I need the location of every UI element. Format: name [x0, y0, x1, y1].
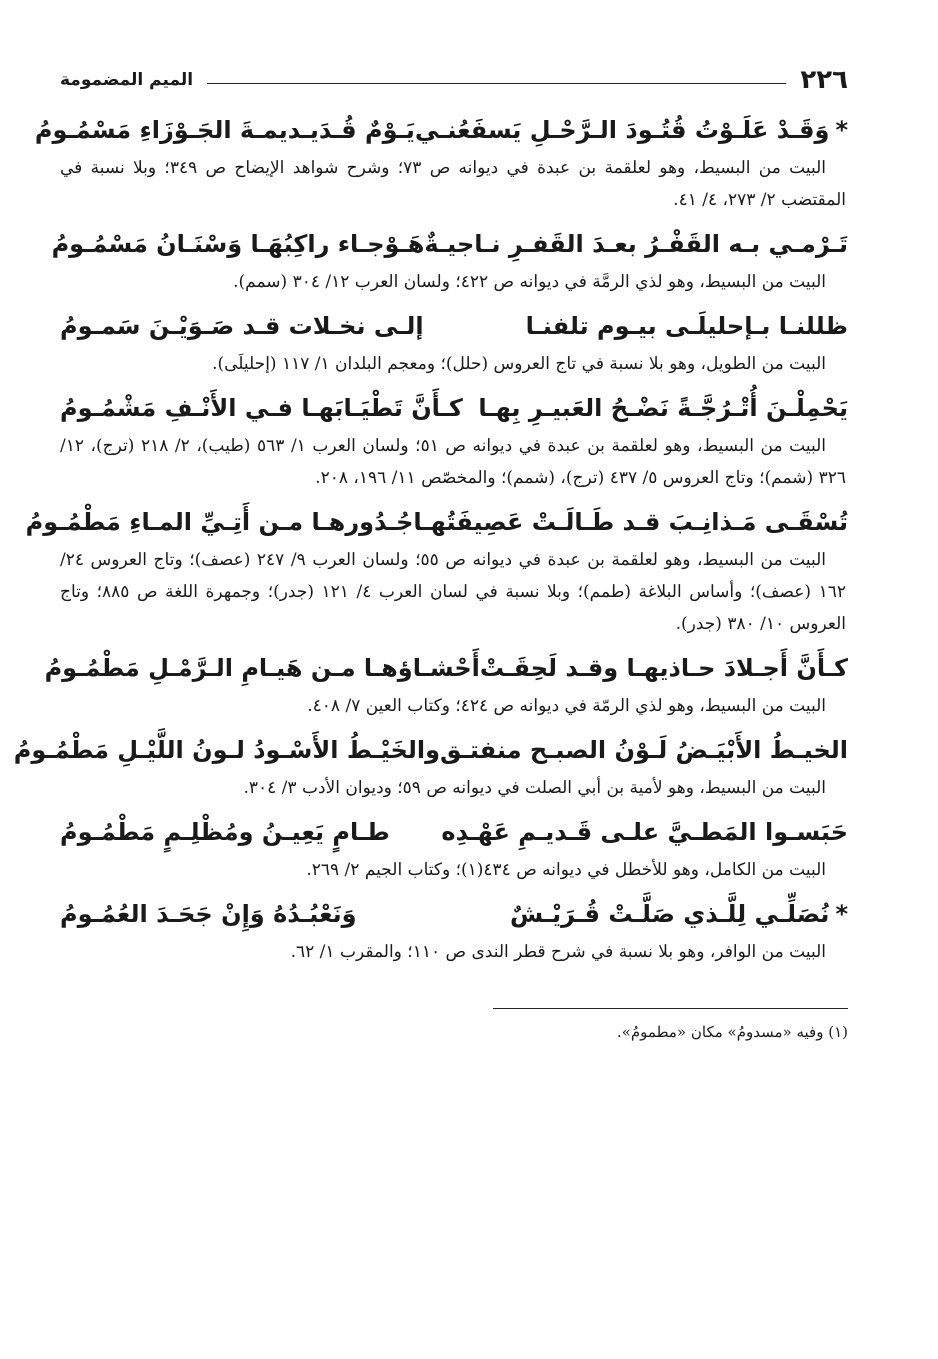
first-hemistich: ظللنـا بـإحليلَـى بيـوم تلفنـا	[525, 312, 848, 340]
second-hemistich: يَـوْمٌ قُـدَيـديمـةَ الجَـوْزَاءِ مَسْمُـومُ	[34, 116, 415, 144]
verse-entry	[34, 108, 848, 216]
second-hemistich: جُـدُورهـا مـن أَتِـيِّ المـاءِ مَطْمُـومُ	[25, 508, 414, 536]
verse-entry	[60, 304, 848, 380]
verse-entry	[44, 646, 848, 722]
verse-entry	[25, 500, 848, 640]
first-hemistich-text: وَقَـدْ عَلَـوْتُ قُتُـودَ الـرَّحْـلِ يَسفَعُنـي	[414, 116, 830, 144]
second-hemistich: والخَيْـطُ الأَسْـودُ لـونُ اللَّيْـلِ مَطْمُـومُ	[13, 736, 440, 764]
verse-entry	[13, 728, 848, 804]
verse-entry	[60, 810, 848, 886]
attribution-note: البيت من البسيط، وهو لعلقمة بن عبدة في ديوانه ص ٥٥؛ ولسان العرب ٩/ ٢٤٧ (عصف)؛ وتاج العروس ٢٤/ ١٦٢ (عصف)؛ وأساس البلاغة (طمم)؛ وبلا نسبة في لسان العرب ٤/ ١٢١ (جدر)؛ وجمهرة اللغة ص ٨٨٥؛ وتاج العروس ١٠/ ٣٨٠ (جدر).	[60, 550, 846, 634]
second-hemistich: طـامٍ يَعِيـنُ ومُظْلِـمٍ مَطْمُـومُ	[60, 818, 390, 846]
first-hemistich	[415, 108, 848, 152]
attribution-note: البيت من الوافر، وهو بلا نسبة في شرح قطر الندى ص ١١٠؛ والمقرب ١/ ٦٢.	[290, 942, 826, 962]
attribution-note: البيت من البسيط، وهو لذي الرمَّة في ديوانه ص ٤٢٢؛ ولسان العرب ١٢/ ٣٠٤ (سمم).	[233, 272, 826, 292]
verse-entries	[13, 108, 848, 968]
second-hemistich: وَنَعْبُـدُهُ وَإِنْ جَحَـدَ العُمُـومُ	[60, 900, 357, 928]
verse-entry	[51, 222, 848, 298]
first-hemistich: تُسْقَـى مَـذانِـبَ قـد طَـالَـتْ عَصِيفَتُهـا	[413, 508, 848, 536]
verse-line	[34, 108, 848, 152]
verse-entry	[60, 386, 848, 494]
footnote: (١) وفيه «مسدومُ» مكان «مطمومُ».	[616, 1023, 848, 1041]
second-hemistich: كـأَنَّ تَطْيَـابَهـا فـي الأَنْـفِ مَشْمُـومُ	[60, 394, 463, 422]
page-header	[60, 62, 848, 98]
first-hemistich: حَبَسـوا المَطـيَّ علـى قَـديـمِ عَهْـدِه	[441, 818, 848, 846]
attribution-note: البيت من البسيط، وهو لأمية بن أبي الصلت في ديوانه ص ٥٩؛ وديوان الأدب ٣/ ٣٠٤.	[243, 778, 826, 798]
verse-line	[44, 646, 848, 690]
verse-line	[25, 500, 848, 544]
first-hemistich: كـأَنَّ أَجـلادَ حـاذيهـا وقـد لَحِقَـتْ	[479, 654, 848, 682]
verse-line	[13, 728, 848, 772]
first-hemistich	[510, 892, 848, 936]
second-hemistich: أَحْشـاؤهـا مـن هَيـامِ الـرَّمْـلِ مَطْمُـومُ	[44, 654, 480, 682]
verse-line	[51, 222, 848, 266]
attribution-note: البيت من الطويل، وهو بلا نسبة في تاج العروس (حلل)؛ ومعجم البلدان ١/ ١١٧ (إحليلَى).	[212, 354, 826, 374]
verse-line	[60, 892, 848, 936]
verse-entry	[60, 892, 848, 968]
running-title: الميم المضمومة	[60, 70, 194, 90]
verse-line	[60, 386, 848, 430]
first-hemistich: تَـرْمـي بـه القَفْـرُ بعـدَ القَفـرِ نـاجيـةٌ	[424, 230, 848, 258]
attribution-note: البيت من البسيط، وهو لذي الرمّة في ديوانه ص ٤٢٤؛ وكتاب العين ٧/ ٤٠٨.	[307, 696, 826, 716]
header-rule	[207, 83, 786, 84]
verse-line	[60, 304, 848, 348]
page-number: ٢٢٦	[800, 65, 848, 95]
verse-line	[60, 810, 848, 854]
star-marker: *	[835, 116, 848, 144]
attribution-note: البيت من البسيط، وهو لعلقمة بن عبدة في ديوانه ص ٥١؛ ولسان العرب ١/ ٥٦٣ (طيب)، ٢/ ٢١٨ (ترج)، ١٢/ ٣٢٦ (شمم)؛ وتاج العروس ٥/ ٤٣٧ (ترج)، (شمم)؛ والمخصّص ١١/ ١٩٦، ٢٠٨.	[60, 436, 846, 488]
attribution-note: البيت من الكامل، وهو للأخطل في ديوانه ص ٤٣٤(١)؛ وكتاب الجيم ٢/ ٢٦٩.	[306, 860, 826, 880]
second-hemistich: هَـوْجـاء راكِبُهَـا وَسْنَـانُ مَسْمُـومُ	[51, 230, 425, 258]
first-hemistich: الخيـطُ الأَبْيَـضُ لَـوْنُ الصبـح منفتـق	[440, 736, 848, 764]
second-hemistich: إلـى نخـلات قـد صَـوَيْـنَ سَمـومُ	[60, 312, 424, 340]
first-hemistich-text: نُصَلِّـي لِلَّـذي صَلَّـتْ قُـرَيْـشٌ	[509, 900, 830, 928]
first-hemistich: يَحْمِلْـنَ أُتْـرُجَّـةً نَضْـحُ العَبيـرِ بِهـا	[478, 394, 848, 422]
star-marker: *	[835, 900, 848, 928]
footnote-divider	[493, 1008, 848, 1009]
attribution-note: البيت من البسيط، وهو لعلقمة بن عبدة في ديوانه ص ٧٣؛ وشرح شواهد الإيضاح ص ٣٤٩؛ وبلا نسبة في المقتضب ٢/ ٢٧٣، ٤/ ٤١.	[60, 158, 846, 210]
